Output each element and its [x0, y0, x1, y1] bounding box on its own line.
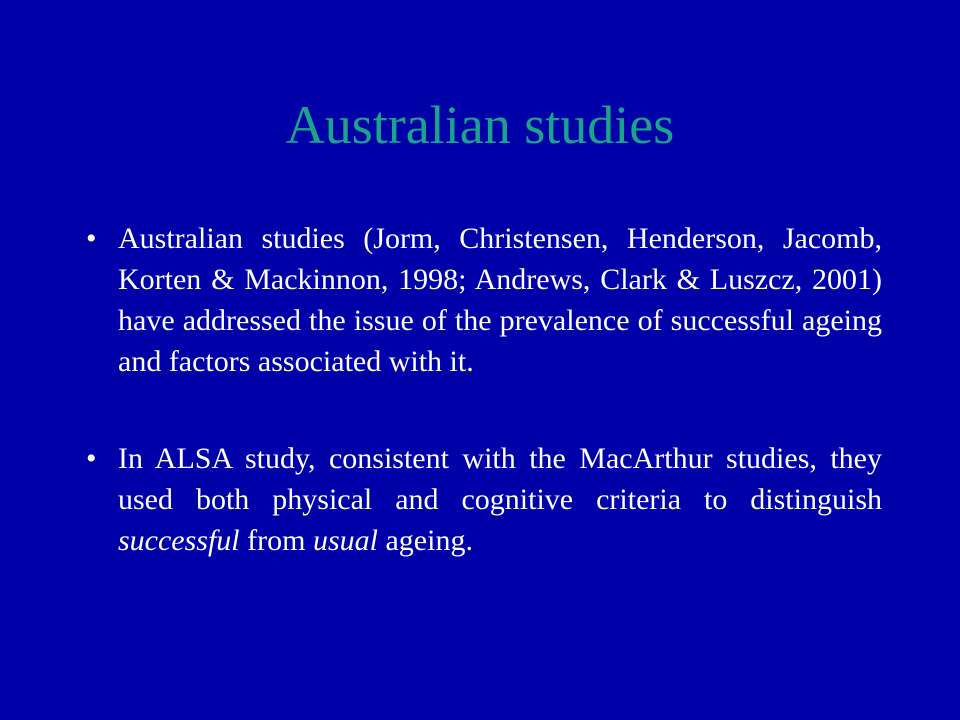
- italic-term-usual: usual: [312, 524, 378, 557]
- bullet-text: [118, 442, 882, 557]
- bullet-text-part: ageing.: [377, 524, 473, 557]
- bullet-marker-icon: •: [86, 442, 97, 475]
- bullet-text-part: from: [239, 524, 313, 557]
- bullet-item-australian-studies: [86, 218, 882, 382]
- italic-term-successful: successful: [118, 524, 240, 557]
- bullet-text: Australian studies (Jorm, Christensen, Henderson, Jacomb, Korten & Mackinnon, 1998; Andrews, Clark & Luszcz, 2001) have addressed the issue of the prevalence of successful ageing and factors associated with it.: [118, 222, 882, 378]
- bullet-list: [86, 218, 882, 617]
- slide-title: Australian studies: [285, 95, 675, 155]
- bullet-item-alsa-study: [86, 438, 882, 561]
- bullet-text-part: In ALSA study, consistent with the MacArthur studies, they used both physical and cognitive criteria to distinguish: [118, 442, 882, 516]
- bullet-marker-icon: •: [86, 222, 97, 255]
